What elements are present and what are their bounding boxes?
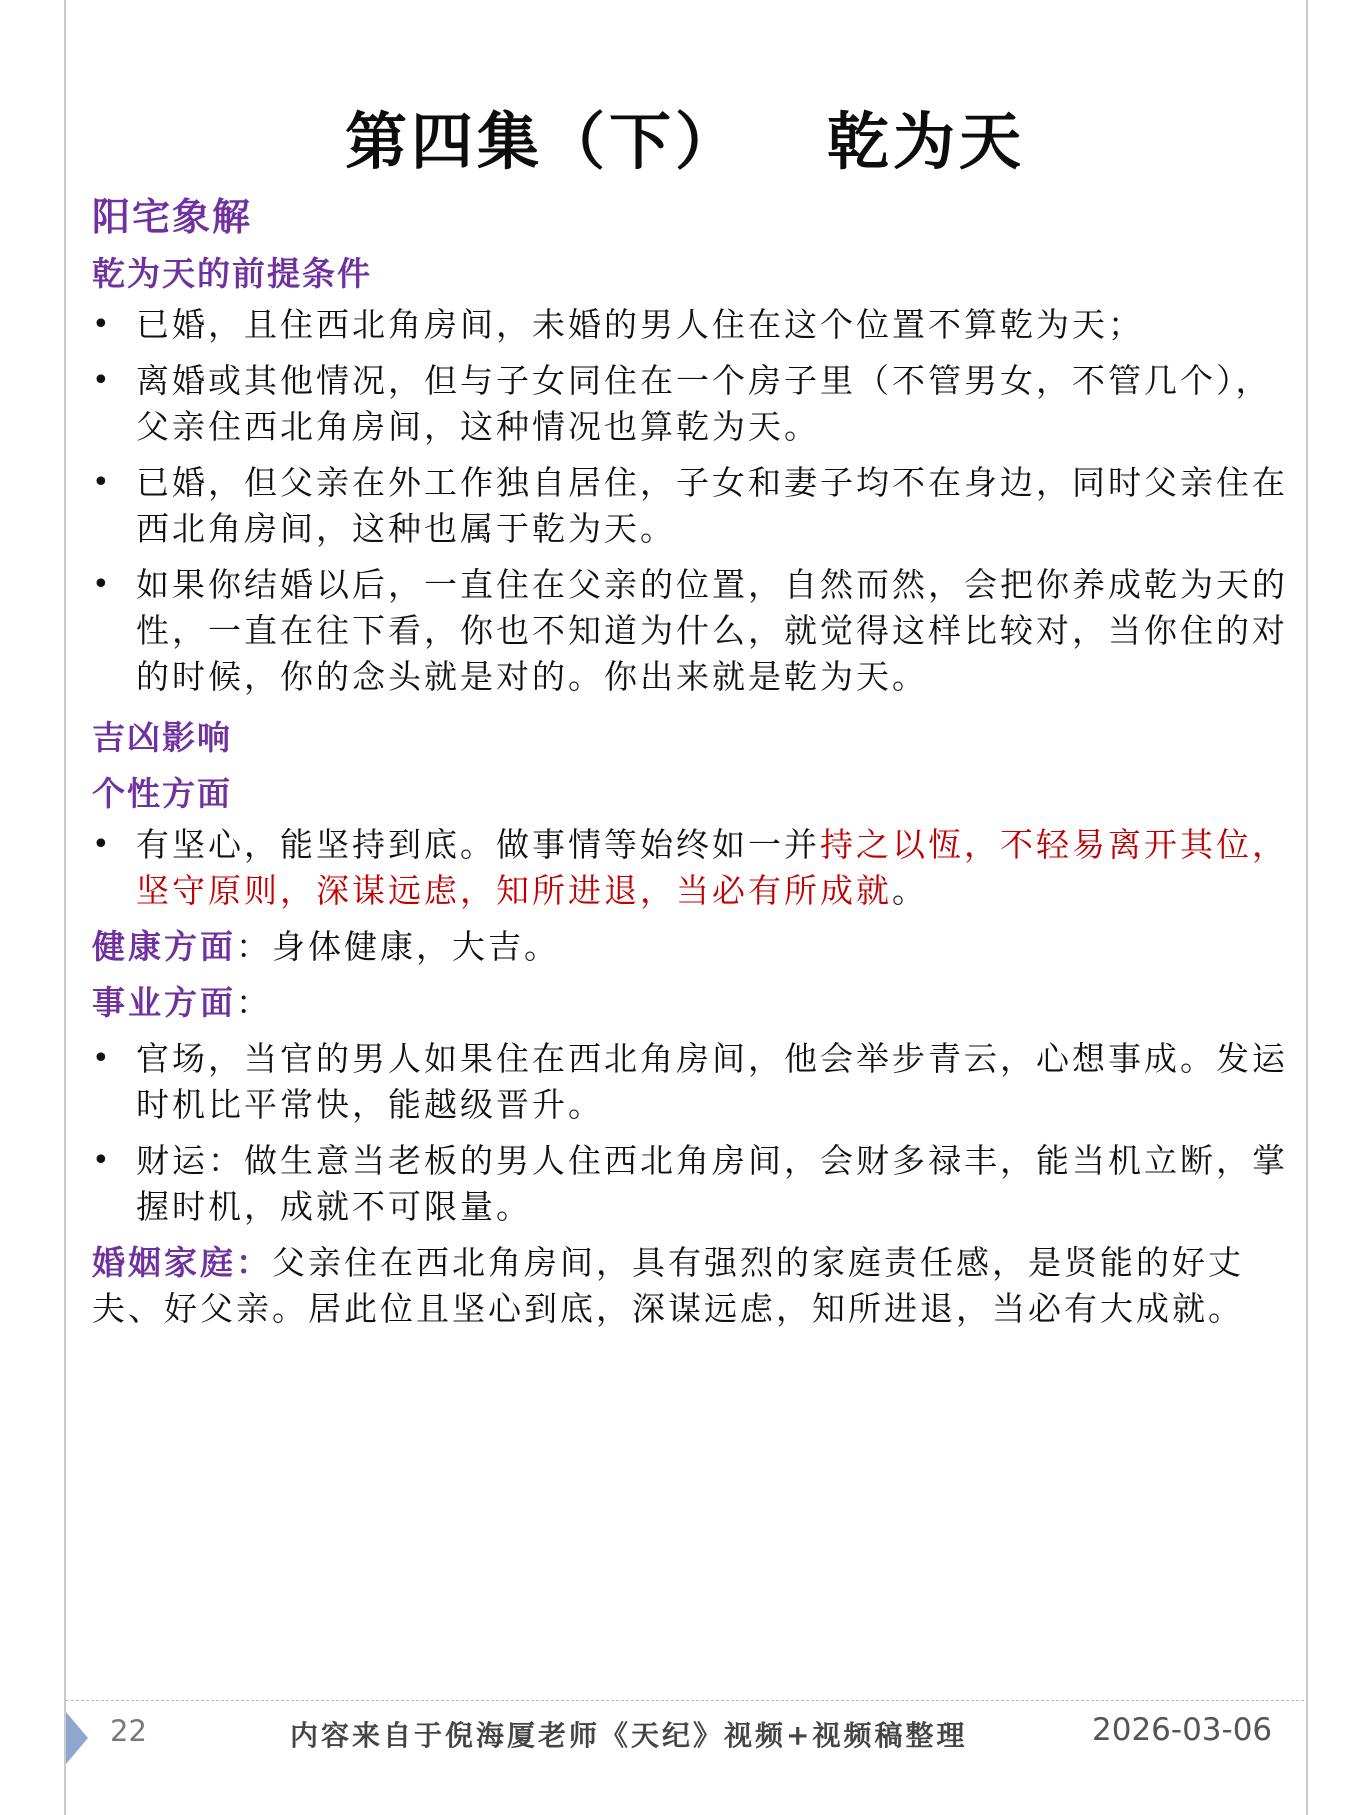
personality-highlight: 持之以恆，不轻易离开其位，坚守原则，深谋远虑，知所进退，当必有所成就 [136, 825, 1288, 910]
list-item [92, 1138, 1292, 1230]
page-number: 22 [110, 1714, 147, 1748]
heading-personality: 个性方面 [92, 774, 232, 813]
personality-list [92, 822, 1292, 914]
health-text: ：身体健康，大吉。 [236, 927, 560, 966]
career-text: ： [236, 983, 272, 1022]
list-item [92, 358, 1292, 450]
footer-source: 内容来自于倪海厦老师《天纪》视频+视频稿整理 [290, 1719, 968, 1752]
career-label: 事业方面 [92, 983, 236, 1022]
page-frame-right [1306, 0, 1308, 1815]
personality-text: 有坚心，能坚持到底。做事情等始终如一并 [136, 825, 820, 864]
page-frame-left [64, 0, 66, 1815]
title-hexagram: 乾为天 [827, 105, 1026, 178]
list-item [92, 302, 1292, 348]
list-item [92, 460, 1292, 552]
bullet-icon: • [92, 465, 113, 500]
footer-divider [66, 1700, 1304, 1701]
list-item [92, 822, 1292, 914]
heading-premise: 乾为天的前提条件 [92, 254, 372, 293]
bullet-icon: • [92, 567, 113, 602]
list-item-text: 已婚，但父亲在外工作独自居住，子女和妻子均不在身边，同时父亲住在西北角房间，这种也属于乾为天。 [136, 463, 1288, 548]
bullet-icon: • [92, 1041, 113, 1076]
list-item-text: 已婚，且住西北角房间，未婚的男人住在这个位置不算乾为天； [136, 305, 1144, 344]
bullet-icon: • [92, 827, 113, 862]
list-item-text: 离婚或其他情况，但与子女同住在一个房子里（不管男女，不管几个），父亲住西北角房间，这种情况也算乾为天。 [136, 361, 1272, 446]
health-label: 健康方面 [92, 927, 236, 966]
career-line [92, 980, 1292, 1026]
heading-jixiong: 吉凶影响 [92, 718, 232, 757]
triangle-right-icon [66, 1712, 88, 1764]
heading-yangzhai: 阳宅象解 [92, 194, 253, 239]
premise-list [92, 302, 1292, 700]
bullet-icon: • [92, 307, 113, 342]
page-title [64, 92, 1306, 181]
career-list [92, 1036, 1292, 1230]
list-item [92, 1036, 1292, 1128]
personality-end: 。 [892, 871, 928, 910]
marriage-paragraph [92, 1240, 1292, 1332]
bullet-icon: • [92, 363, 113, 398]
footer-date: 2026-03-06 [1092, 1712, 1273, 1748]
marriage-label: 婚姻家庭： [92, 1243, 272, 1282]
list-item [92, 562, 1292, 700]
document-body [92, 190, 1292, 1342]
list-item-text: 官场，当官的男人如果住在西北角房间，他会举步青云，心想事成。发运时机比平常快，能越级晋升。 [136, 1039, 1288, 1124]
health-line [92, 924, 1292, 970]
bullet-icon: • [92, 1143, 113, 1178]
list-item-text: 财运：做生意当老板的男人住西北角房间，会财多禄丰，能当机立断，掌握时机，成就不可限量。 [136, 1141, 1288, 1226]
list-item-text: 如果你结婚以后，一直住在父亲的位置，自然而然，会把你养成乾为天的性，一直在往下看，你也不知道为什么，就觉得这样比较对，当你住的对的时候，你的念头就是对的。你出来就是乾为天。 [136, 565, 1288, 696]
title-episode: 第四集（下） [344, 105, 741, 178]
marriage-text: 父亲住在西北角房间，具有强烈的家庭责任感，是贤能的好丈夫、好父亲。居此位且坚心到底，深谋远虑，知所进退，当必有大成就。 [92, 1243, 1244, 1328]
